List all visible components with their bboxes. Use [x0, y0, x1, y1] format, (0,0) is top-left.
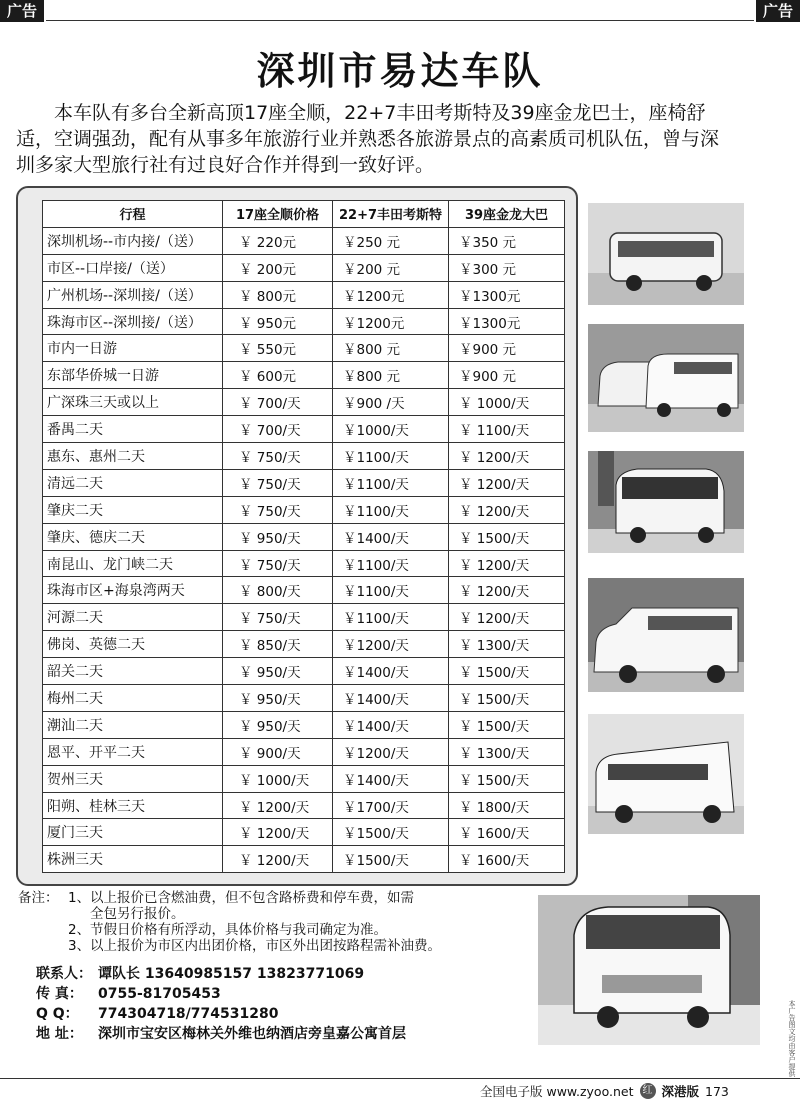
- price-17seat-cell: ￥ 700/天: [223, 416, 333, 443]
- table-row: [43, 738, 565, 765]
- price-39seat-cell: ￥ 1000/天: [449, 389, 565, 416]
- price-29seat-cell: ￥1400/天: [333, 711, 449, 738]
- van-photo-icon: [588, 324, 744, 432]
- price-17seat-cell: ￥ 1200/天: [223, 792, 333, 819]
- route-cell: 番禺二天: [43, 416, 223, 443]
- price-29seat-cell: ￥1200元: [333, 308, 449, 335]
- fax-number: 0755-81705453: [98, 986, 221, 1002]
- price-39seat-cell: ￥ 1200/天: [449, 604, 565, 631]
- price-17seat-cell: ￥ 800元: [223, 281, 333, 308]
- route-cell: 市区--口岸接/（送）: [43, 254, 223, 281]
- route-cell: 珠海市区+海泉湾两天: [43, 577, 223, 604]
- table-row: [43, 658, 565, 685]
- header-39seat: 39座金龙大巴: [449, 201, 565, 228]
- table-row: [43, 819, 565, 846]
- price-17seat-cell: ￥ 850/天: [223, 631, 333, 658]
- price-29seat-cell: ￥1200/天: [333, 738, 449, 765]
- price-39seat-cell: ￥ 1200/天: [449, 550, 565, 577]
- route-cell: 佛岗、英德二天: [43, 631, 223, 658]
- footer-edition: 深港版: [661, 1084, 700, 1099]
- route-cell: 河源二天: [43, 604, 223, 631]
- bus-photo-icon: [588, 203, 744, 305]
- price-29seat-cell: ￥1400/天: [333, 658, 449, 685]
- price-39seat-cell: ￥ 1100/天: [449, 416, 565, 443]
- table-row: [43, 765, 565, 792]
- table-row: [43, 631, 565, 658]
- price-17seat-cell: ￥ 1000/天: [223, 765, 333, 792]
- price-17seat-cell: ￥ 200元: [223, 254, 333, 281]
- table-row: [43, 254, 565, 281]
- page-title: 深圳市易达车队: [256, 48, 544, 93]
- price-17seat-cell: ￥ 600元: [223, 362, 333, 389]
- table-row: [43, 685, 565, 712]
- table-row: [43, 281, 565, 308]
- page-footer: [480, 1082, 780, 1100]
- price-29seat-cell: ￥250 元: [333, 227, 449, 254]
- price-39seat-cell: ￥ 1800/天: [449, 792, 565, 819]
- table-row: [43, 443, 565, 470]
- price-table-body: [43, 227, 565, 872]
- price-39seat-cell: ￥ 1600/天: [449, 819, 565, 846]
- table-row: [43, 416, 565, 443]
- price-17seat-cell: ￥ 950/天: [223, 523, 333, 550]
- table-row: [43, 308, 565, 335]
- route-cell: 惠东、惠州二天: [43, 443, 223, 470]
- table-row: [43, 792, 565, 819]
- contact-key: 联系人：: [36, 966, 92, 982]
- price-29seat-cell: ￥1000/天: [333, 416, 449, 443]
- contact-section: [36, 964, 556, 1044]
- note-text: 节假日价格有所浮动，具体价格与我司确定为准。: [90, 922, 387, 938]
- route-cell: 深圳机场--市内接/（送）: [43, 227, 223, 254]
- price-39seat-cell: ￥1300元: [449, 308, 565, 335]
- price-39seat-cell: ￥350 元: [449, 227, 565, 254]
- price-29seat-cell: ￥800 元: [333, 362, 449, 389]
- price-39seat-cell: ￥900 元: [449, 335, 565, 362]
- notes-section: [18, 890, 538, 954]
- price-39seat-cell: ￥ 1500/天: [449, 765, 565, 792]
- route-cell: 东部华侨城一日游: [43, 362, 223, 389]
- table-row: [43, 469, 565, 496]
- price-39seat-cell: ￥ 1300/天: [449, 738, 565, 765]
- price-table-frame: [16, 186, 578, 886]
- note-number: 3、: [68, 938, 91, 954]
- price-17seat-cell: ￥ 950/天: [223, 711, 333, 738]
- route-cell: 肇庆二天: [43, 496, 223, 523]
- price-17seat-cell: ￥ 950元: [223, 308, 333, 335]
- note-number: 2、: [68, 922, 91, 938]
- table-row: [43, 550, 565, 577]
- ad-tag-left: 广告: [0, 0, 44, 22]
- intro-paragraph: 本车队有多台全新高顶17座全顺，22+7丰田考斯特及39座金龙巴士，座椅舒适，空调强劲，配有从事多年旅游行业并熟悉各旅游景点的高素质司机队伍，曾与深圳多家大型旅行社有过良好合作并得到一致好评。: [16, 102, 720, 176]
- price-29seat-cell: ￥1100/天: [333, 550, 449, 577]
- table-row: [43, 389, 565, 416]
- route-cell: 肇庆、德庆二天: [43, 523, 223, 550]
- coach-photo-icon: [588, 451, 744, 553]
- table-row: [43, 604, 565, 631]
- price-29seat-cell: ￥1100/天: [333, 604, 449, 631]
- price-17seat-cell: ￥ 950/天: [223, 658, 333, 685]
- price-29seat-cell: ￥800 元: [333, 335, 449, 362]
- table-row: [43, 362, 565, 389]
- price-29seat-cell: ￥1500/天: [333, 846, 449, 873]
- table-row: [43, 227, 565, 254]
- footer-badge: 红: [640, 1083, 656, 1099]
- footer-website: 全国电子版 www.zyoo.net: [480, 1084, 634, 1099]
- price-17seat-cell: ￥ 750/天: [223, 550, 333, 577]
- note-number: 1、: [68, 890, 91, 906]
- price-17seat-cell: ￥ 950/天: [223, 685, 333, 712]
- sidenote: 本广告图文均由客户提供: [788, 1000, 796, 1077]
- price-29seat-cell: ￥900 /天: [333, 389, 449, 416]
- price-39seat-cell: ￥900 元: [449, 362, 565, 389]
- price-17seat-cell: ￥ 1200/天: [223, 846, 333, 873]
- table-row: [43, 577, 565, 604]
- table-row: [43, 496, 565, 523]
- price-39seat-cell: ￥ 1500/天: [449, 658, 565, 685]
- page-number: 173: [705, 1083, 729, 1099]
- route-cell: 梅州二天: [43, 685, 223, 712]
- price-39seat-cell: ￥ 1500/天: [449, 523, 565, 550]
- price-29seat-cell: ￥1100/天: [333, 496, 449, 523]
- price-29seat-cell: ￥1100/天: [333, 577, 449, 604]
- price-39seat-cell: ￥ 1600/天: [449, 846, 565, 873]
- route-cell: 恩平、开平二天: [43, 738, 223, 765]
- price-29seat-cell: ￥1400/天: [333, 523, 449, 550]
- price-17seat-cell: ￥ 1200/天: [223, 819, 333, 846]
- route-cell: 潮汕二天: [43, 711, 223, 738]
- price-29seat-cell: ￥1700/天: [333, 792, 449, 819]
- van-photo-icon: [588, 578, 744, 692]
- price-29seat-cell: ￥1400/天: [333, 685, 449, 712]
- price-table: [42, 200, 565, 873]
- price-39seat-cell: ￥ 1500/天: [449, 711, 565, 738]
- route-cell: 市内一日游: [43, 335, 223, 362]
- table-header-row: [43, 201, 565, 228]
- table-row: [43, 523, 565, 550]
- price-39seat-cell: ￥ 1300/天: [449, 631, 565, 658]
- notes-label: 备注：: [18, 890, 59, 906]
- ad-tag-right: 广告: [756, 0, 800, 22]
- contact-key: Q Q：: [36, 1006, 79, 1022]
- price-39seat-cell: ￥ 1200/天: [449, 577, 565, 604]
- price-39seat-cell: ￥ 1500/天: [449, 685, 565, 712]
- price-29seat-cell: ￥1100/天: [333, 443, 449, 470]
- price-17seat-cell: ￥ 550元: [223, 335, 333, 362]
- top-rule: [46, 20, 754, 21]
- contact-key: 地 址：: [36, 1026, 83, 1042]
- price-39seat-cell: ￥1300元: [449, 281, 565, 308]
- qq-number: 774304718/774531280: [98, 1006, 279, 1022]
- table-row: [43, 711, 565, 738]
- table-row: [43, 846, 565, 873]
- contact-person: 谭队长 13640985157 13823771069: [98, 966, 365, 982]
- note-text: 以上报价已含燃油费，但不包含路桥费和停车费，如需: [90, 890, 414, 906]
- price-17seat-cell: ￥ 900/天: [223, 738, 333, 765]
- price-29seat-cell: ￥1100/天: [333, 469, 449, 496]
- price-17seat-cell: ￥ 700/天: [223, 389, 333, 416]
- price-17seat-cell: ￥ 220元: [223, 227, 333, 254]
- price-29seat-cell: ￥1200元: [333, 281, 449, 308]
- note-text: 全包另行报价。: [90, 906, 185, 922]
- route-cell: 厦门三天: [43, 819, 223, 846]
- minibus-photo-icon: [538, 895, 760, 1045]
- price-17seat-cell: ￥ 750/天: [223, 496, 333, 523]
- header-17seat: 17座全顺价格: [223, 201, 333, 228]
- price-39seat-cell: ￥ 1200/天: [449, 469, 565, 496]
- bottom-rule: [0, 1078, 800, 1079]
- price-29seat-cell: ￥200 元: [333, 254, 449, 281]
- header-29seat: 22+7丰田考斯特: [333, 201, 449, 228]
- header-route: 行程: [43, 201, 223, 228]
- route-cell: 株洲三天: [43, 846, 223, 873]
- route-cell: 贺州三天: [43, 765, 223, 792]
- price-29seat-cell: ￥1200/天: [333, 631, 449, 658]
- table-row: [43, 335, 565, 362]
- route-cell: 阳朔、桂林三天: [43, 792, 223, 819]
- price-17seat-cell: ￥ 750/天: [223, 443, 333, 470]
- route-cell: 广深珠三天或以上: [43, 389, 223, 416]
- price-39seat-cell: ￥ 1200/天: [449, 443, 565, 470]
- price-17seat-cell: ￥ 750/天: [223, 469, 333, 496]
- contact-key: 传 真：: [36, 986, 83, 1002]
- route-cell: 南昆山、龙门峡二天: [43, 550, 223, 577]
- route-cell: 珠海市区--深圳接/（送）: [43, 308, 223, 335]
- address: 深圳市宝安区梅林关外维也纳酒店旁皇嘉公寓首层: [98, 1026, 406, 1042]
- price-29seat-cell: ￥1500/天: [333, 819, 449, 846]
- route-cell: 清远二天: [43, 469, 223, 496]
- price-29seat-cell: ￥1400/天: [333, 765, 449, 792]
- price-17seat-cell: ￥ 750/天: [223, 604, 333, 631]
- price-39seat-cell: ￥ 1200/天: [449, 496, 565, 523]
- coach-photo-icon: [588, 714, 744, 834]
- price-39seat-cell: ￥300 元: [449, 254, 565, 281]
- note-text: 以上报价为市区内出团价格，市区外出团按路程需补油费。: [90, 938, 441, 954]
- route-cell: 韶关二天: [43, 658, 223, 685]
- price-17seat-cell: ￥ 800/天: [223, 577, 333, 604]
- route-cell: 广州机场--深圳接/（送）: [43, 281, 223, 308]
